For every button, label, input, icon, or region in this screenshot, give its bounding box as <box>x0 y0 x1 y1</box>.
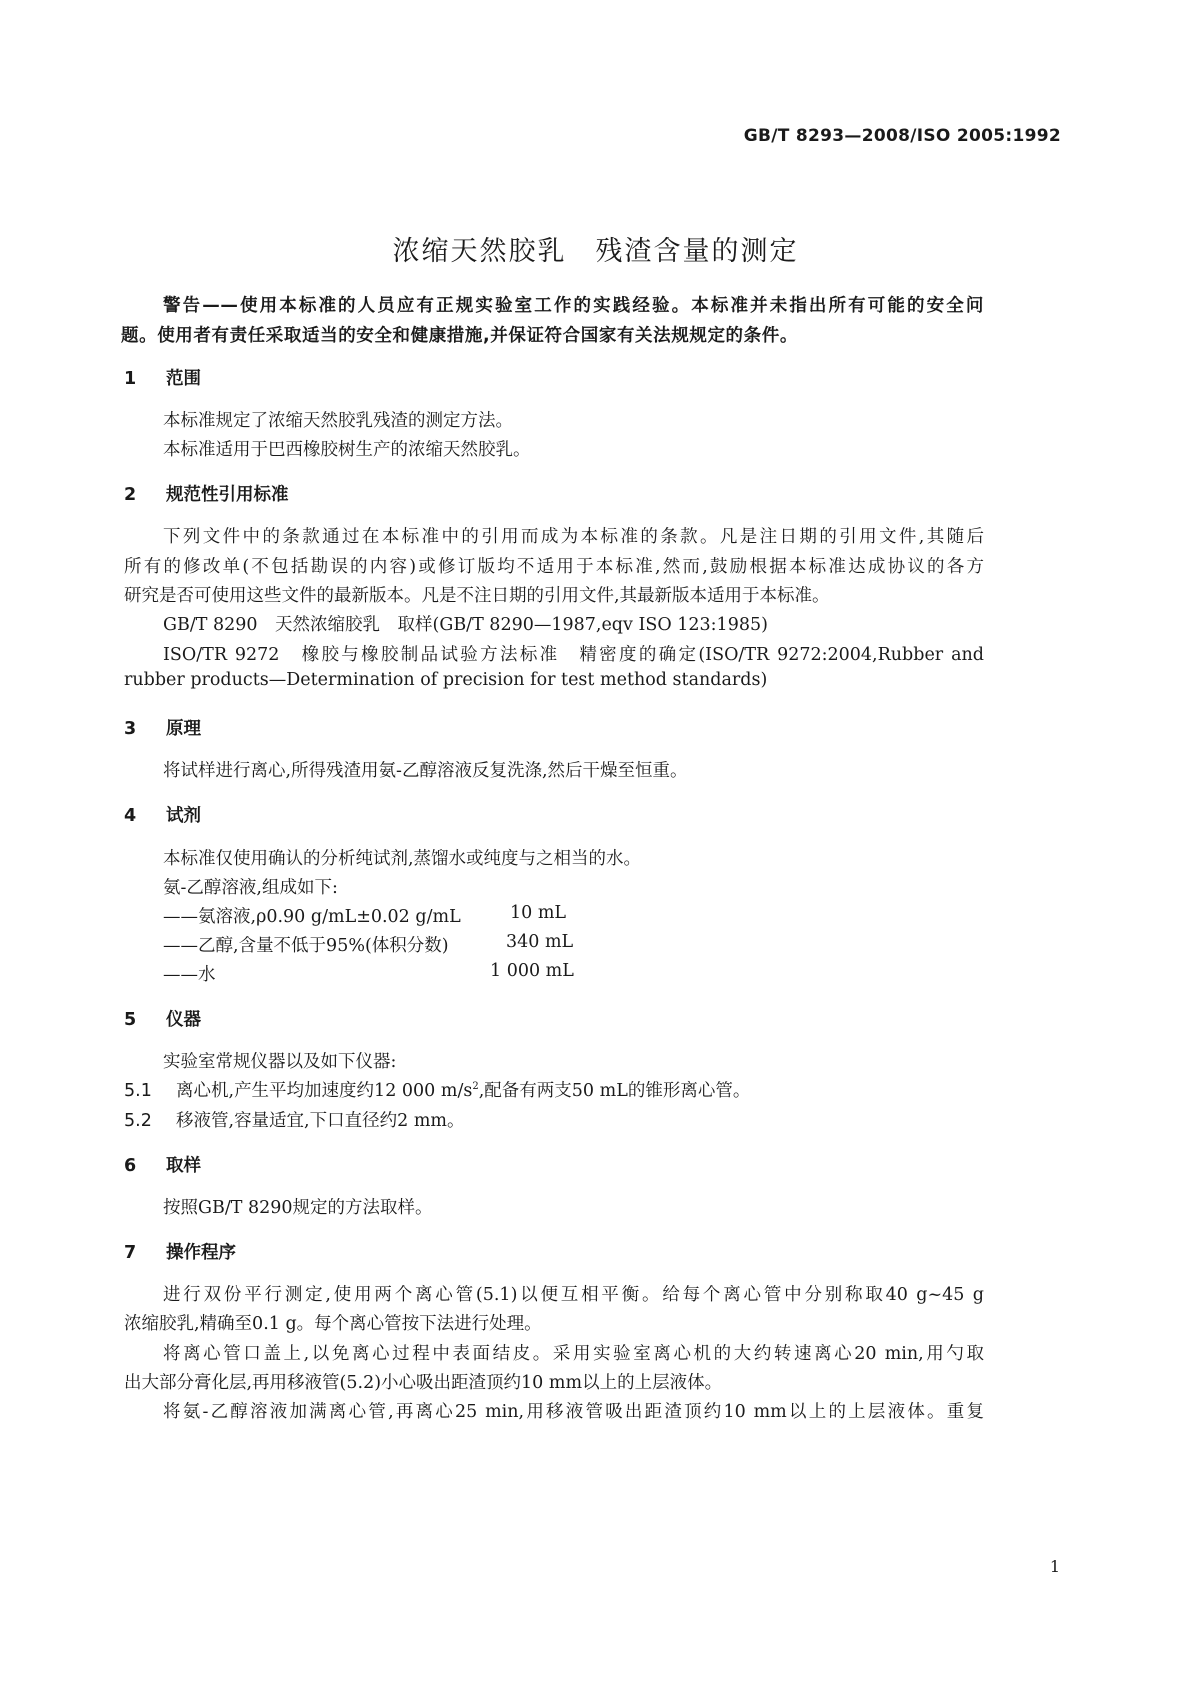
warning-line-2: 题。使用者有责任采取适当的安全和健康措施,并保证符合国家有关法规规定的条件。 <box>121 326 798 346</box>
section-3-heading <box>124 715 201 740</box>
normative-reference-2-line-1: ISO/TR 9272 橡胶与橡胶制品试验方法标准 精密度的确定(ISO/TR 9272:2004,Rubber and <box>163 645 984 665</box>
section-title: 仪器 <box>166 1010 201 1030</box>
section-2-line-3: 研究是否可使用这些文件的最新版本。凡是不注日期的引用文件,其最新版本适用于本标准。 <box>124 586 830 606</box>
section-3-paragraph: 将试样进行离心,所得残渣用氨-乙醇溶液反复洗涤,然后干燥至恒重。 <box>163 761 688 781</box>
section-7-line-1: 进行双份平行测定,使用两个离心管(5.1)以便互相平衡。给每个离心管中分别称取40 g~45 g <box>163 1285 984 1305</box>
section-5-paragraph: 实验室常规仪器以及如下仪器: <box>163 1052 397 1072</box>
section-title: 范围 <box>166 369 201 389</box>
section-number: 4 <box>124 806 137 826</box>
section-1-heading <box>124 365 201 390</box>
section-title: 规范性引用标准 <box>166 485 289 505</box>
clause-text-part: ,配备有两支50 mL的锥形离心管。 <box>478 1081 751 1101</box>
clause-5-1 <box>124 1077 750 1102</box>
reagent-item-1-quantity: 10 mL <box>510 903 567 923</box>
clause-text-part: 离心机,产生平均加速度约12 000 m/s <box>176 1081 473 1101</box>
warning-line-1: 警告——使用本标准的人员应有正规实验室工作的实践经验。本标准并未指出所有可能的安全问 <box>163 296 984 316</box>
section-number: 2 <box>124 485 137 505</box>
clause-number: 5.2 <box>124 1111 152 1131</box>
section-6-heading <box>124 1152 201 1177</box>
reagent-item-3-quantity: 1 000 mL <box>490 961 574 981</box>
section-7-line-4: 出大部分膏化层,再用移液管(5.2)小心吸出距渣顶约10 mm以上的上层液体。 <box>124 1373 723 1393</box>
section-1-paragraph-1: 本标准规定了浓缩天然胶乳残渣的测定方法。 <box>163 411 513 431</box>
clause-number: 5.1 <box>124 1081 152 1101</box>
section-number: 1 <box>124 369 137 389</box>
section-title: 试剂 <box>166 806 201 826</box>
section-number: 3 <box>124 719 137 739</box>
section-title: 操作程序 <box>166 1243 236 1263</box>
section-7-line-2: 浓缩胶乳,精确至0.1 g。每个离心管按下法进行处理。 <box>124 1314 542 1334</box>
normative-reference-2-line-2: rubber products—Determination of precision for test method standards) <box>124 670 768 690</box>
section-4-paragraph-1: 本标准仅使用确认的分析纯试剂,蒸馏水或纯度与之相当的水。 <box>163 849 642 869</box>
section-1-paragraph-2: 本标准适用于巴西橡胶树生产的浓缩天然胶乳。 <box>163 440 531 460</box>
section-title: 原理 <box>166 719 201 739</box>
section-number: 5 <box>124 1010 137 1030</box>
page-number: 1 <box>1049 1557 1060 1576</box>
reagent-item-2-name: ——乙醇,含量不低于95%(体积分数) <box>163 936 449 956</box>
section-4-heading <box>124 802 201 827</box>
section-5-heading <box>124 1006 201 1031</box>
section-7-line-3: 将离心管口盖上,以免离心过程中表面结皮。采用实验室离心机的大约转速离心20 min,用勺取 <box>163 1344 984 1364</box>
section-2-line-2: 所有的修改单(不包括勘误的内容)或修订版均不适用于本标准,然而,鼓励根据本标准达成协议的各方 <box>124 557 984 577</box>
clause-text <box>176 1081 750 1101</box>
section-2-heading <box>124 481 289 506</box>
reagent-item-2-quantity: 340 mL <box>506 932 574 952</box>
section-7-heading <box>124 1239 236 1264</box>
reagent-item-1-name: ——氨溶液,ρ0.90 g/mL±0.02 g/mL <box>163 907 461 927</box>
superscript: 2 <box>472 1081 479 1093</box>
clause-5-2 <box>124 1107 465 1132</box>
section-6-paragraph: 按照GB/T 8290规定的方法取样。 <box>163 1198 433 1218</box>
standard-number: GB/T 8293—2008/ISO 2005:1992 <box>743 126 1061 146</box>
section-4-paragraph-2: 氨-乙醇溶液,组成如下: <box>163 878 338 898</box>
section-title: 取样 <box>166 1156 201 1176</box>
section-2-line-1: 下列文件中的条款通过在本标准中的引用而成为本标准的条款。凡是注日期的引用文件,其随后 <box>163 527 984 547</box>
reagent-item-3-name: ——水 <box>163 965 216 985</box>
clause-text: 移液管,容量适宜,下口直径约2 mm。 <box>176 1111 465 1131</box>
section-number: 7 <box>124 1243 137 1263</box>
normative-reference-1: GB/T 8290 天然浓缩胶乳 取样(GB/T 8290—1987,eqv ISO 123:1985) <box>163 615 768 635</box>
document-title: 浓缩天然胶乳 残渣含量的测定 <box>392 236 799 267</box>
section-7-line-5: 将氨-乙醇溶液加满离心管,再离心25 min,用移液管吸出距渣顶约10 mm以上的上层液体。重复 <box>163 1402 984 1422</box>
section-number: 6 <box>124 1156 137 1176</box>
